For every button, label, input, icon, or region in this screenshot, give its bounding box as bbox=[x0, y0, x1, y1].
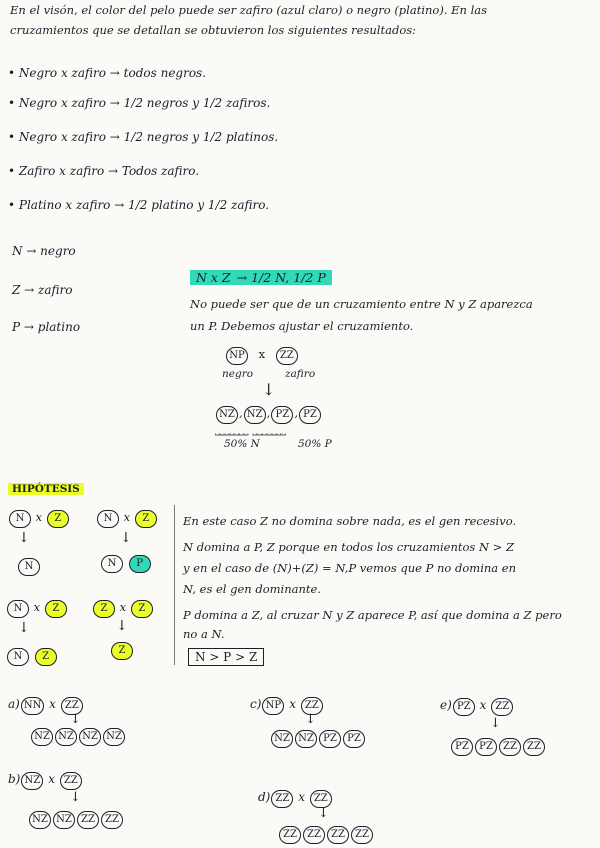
parent-2-label: zafiro bbox=[285, 368, 316, 380]
hyp-arrow-1: ↓ bbox=[18, 530, 30, 546]
solution-d-arrow: ↓ bbox=[318, 806, 329, 821]
cross-item-3: • Negro x zafiro → 1/2 negros y 1/2 platinos. bbox=[8, 130, 279, 144]
hyp-cross-4: Z x Z bbox=[92, 600, 154, 618]
explanation-line-2: un P. Debemos ajustar el cruzamiento. bbox=[190, 319, 414, 333]
solution-e-arrow: ↓ bbox=[490, 716, 501, 731]
parent-1-label: negro bbox=[222, 368, 254, 380]
offspring-4: PZ bbox=[299, 406, 321, 424]
hyp-result-3: N Z bbox=[6, 648, 58, 666]
solution-a-kids: NZ NZ NZ NZ bbox=[30, 728, 126, 746]
cross-item-1: • Negro x zafiro → todos negros. bbox=[8, 66, 207, 80]
hyp-arrow-4: ↓ bbox=[116, 618, 128, 634]
hyp-cross-2: N x Z bbox=[96, 510, 158, 528]
solution-b-kids: NZ NZ ZZ ZZ bbox=[28, 811, 124, 829]
hyp-text-1: En este caso Z no domina sobre nada, es el gen recesivo. bbox=[183, 514, 517, 528]
solution-b-arrow: ↓ bbox=[70, 790, 81, 805]
cross-item-2: • Negro x zafiro → 1/2 negros y 1/2 zafiros. bbox=[8, 96, 271, 110]
cross-symbol: x bbox=[258, 347, 266, 361]
solution-a-arrow: ↓ bbox=[70, 712, 81, 727]
solution-d-cross: d) ZZ x ZZ bbox=[258, 790, 333, 808]
brace: ⎵⎵⎵⎵⎵⎵⎵ ⎵⎵⎵⎵⎵⎵⎵ bbox=[215, 422, 287, 436]
diagram-offspring: NZ , NZ , PZ , PZ bbox=[215, 406, 322, 424]
legend-z: Z → zafiro bbox=[12, 283, 73, 297]
offspring-2: NZ bbox=[244, 406, 266, 424]
hyp-cross-3: N x Z bbox=[6, 600, 68, 618]
solution-e-kids: PZ PZ ZZ ZZ bbox=[450, 738, 546, 756]
hyp-text-4: N, es el gen dominante. bbox=[183, 582, 321, 596]
highlight-cross bbox=[190, 270, 332, 285]
solution-a-cross: a) NN x ZZ bbox=[8, 697, 84, 715]
highlight-right: → 1/2 N, 1/2 P bbox=[237, 270, 332, 285]
solution-c-kids: NZ NZ PZ PZ bbox=[270, 730, 366, 748]
hyp-result-1: N bbox=[17, 558, 41, 576]
legend-n: N → negro bbox=[12, 244, 76, 258]
hyp-arrow-2: ↓ bbox=[120, 530, 132, 546]
explanation-line-1: No puede ser que de un cruzamiento entre N y Z aparezca bbox=[190, 297, 533, 311]
hyp-text-3: y en el caso de (N)+(Z) = N,P vemos que P no domina en bbox=[183, 561, 517, 575]
highlight-left: N x Z bbox=[190, 270, 237, 285]
solution-b-cross: b) NZ x ZZ bbox=[8, 772, 83, 790]
solution-d-kids: ZZ ZZ ZZ ZZ bbox=[278, 826, 374, 844]
offspring-3: PZ bbox=[271, 406, 293, 424]
pct-left: 50% N bbox=[224, 438, 260, 450]
parent-2: ZZ bbox=[276, 347, 298, 365]
solution-c-cross: c) NP x ZZ bbox=[250, 697, 324, 715]
cross-item-4: • Zafiro x zafiro → Todos zafiro. bbox=[8, 164, 200, 178]
cross-item-5: • Platino x zafiro → 1/2 platino y 1/2 zafiro. bbox=[8, 198, 270, 212]
parent-1: NP bbox=[226, 347, 248, 365]
hyp-text-6: no a N. bbox=[183, 627, 225, 641]
hyp-text-5: P domina a Z, al cruzar N y Z aparece P, así que domina a Z pero bbox=[183, 608, 562, 622]
solution-e-cross: e) PZ x ZZ bbox=[440, 698, 514, 716]
solution-c-arrow: ↓ bbox=[305, 712, 316, 727]
legend-p: P → platino bbox=[12, 320, 81, 334]
dominance-order: N > P > Z bbox=[188, 650, 264, 664]
divider bbox=[174, 505, 175, 665]
hyp-result-4: Z bbox=[110, 642, 134, 660]
intro-line-1: En el visón, el color del pelo puede ser zafiro (azul claro) o negro (platino). En las bbox=[10, 3, 488, 17]
diagram-arrow: ↓ bbox=[262, 380, 276, 399]
offspring-1: NZ bbox=[216, 406, 238, 424]
hyp-arrow-3: ↓ bbox=[18, 620, 30, 636]
hyp-result-2: N P bbox=[100, 555, 152, 573]
pct-right: 50% P bbox=[298, 438, 332, 450]
diagram-parents bbox=[225, 347, 299, 365]
intro-line-2: cruzamientos que se detallan se obtuvieron los siguientes resultados: bbox=[10, 23, 417, 37]
hypothesis-title: HIPÓTESIS bbox=[8, 483, 84, 496]
hyp-text-2: N domina a P, Z porque en todos los cruzamientos N > Z bbox=[183, 540, 514, 554]
hyp-cross-1: N x Z bbox=[8, 510, 70, 528]
